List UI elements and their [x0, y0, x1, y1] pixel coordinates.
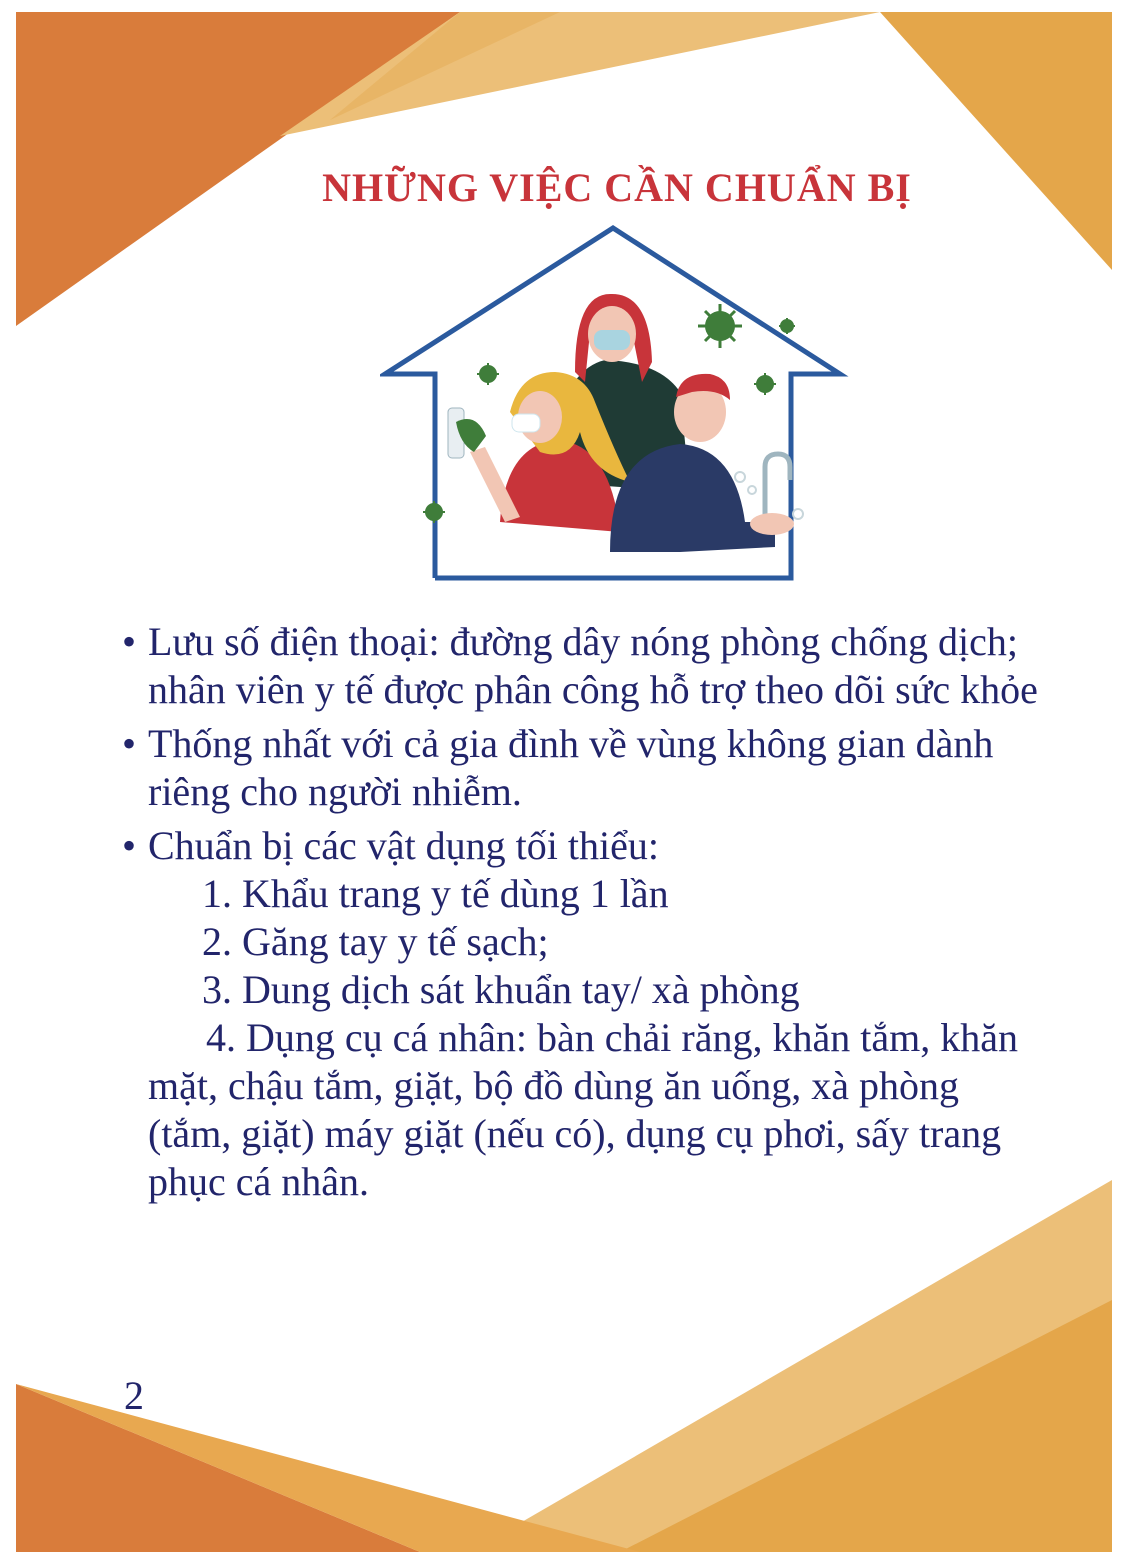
page-title: NHỮNG VIỆC CẦN CHUẨN BỊ	[322, 165, 912, 210]
house-family-covid-icon	[380, 222, 850, 592]
bullet-marker: •	[122, 721, 137, 766]
virus-particle-large	[698, 304, 742, 348]
supply-item-sanitizer: 3. Dung dịch sát khuẩn tay/ xà phòng	[202, 967, 800, 1012]
preparation-list	[120, 618, 1050, 1206]
bullet-marker: •	[122, 823, 137, 868]
person-back-mask	[594, 330, 630, 350]
bullet-marker: •	[122, 619, 137, 664]
soap-bubble	[748, 486, 756, 494]
faucet-icon	[765, 454, 790, 522]
soap-bubble	[793, 509, 803, 519]
supply-item-personal-tools: 4. Dụng cụ cá nhân: bàn chải răng, khăn tắm, khăn mặt, chậu tắm, giặt, bộ đồ dùng ăn uống, xà phòng (tắm, giặt) máy giặt (nếu có), dụng cụ phơi, sấy trang phục cá nhân.	[148, 1015, 1018, 1204]
supply-item-gloves: 2. Găng tay y tế sạch;	[202, 919, 549, 964]
bullet-text: Thống nhất với cả gia đình về vùng không gian dành riêng cho người nhiễm.	[148, 721, 994, 814]
hand-icon	[750, 513, 794, 535]
bullet-text: Lưu số điện thoại: đường dây nóng phòng chống dịch; nhân viên y tế được phân công hỗ trợ theo dõi sức khỏe	[148, 619, 1038, 712]
bullet-item-prepare-supplies	[120, 822, 1050, 870]
bullet-text: Chuẩn bị các vật dụng tối thiểu:	[148, 823, 659, 868]
page-number: 2	[124, 1373, 144, 1418]
person-left-mask	[512, 414, 540, 432]
soap-bubble	[735, 472, 745, 482]
bullet-item-save-phone	[120, 618, 1050, 714]
bullet-item-family-agreement	[120, 720, 1050, 816]
supply-item-mask: 1. Khẩu trang y tế dùng 1 lần	[202, 871, 669, 916]
